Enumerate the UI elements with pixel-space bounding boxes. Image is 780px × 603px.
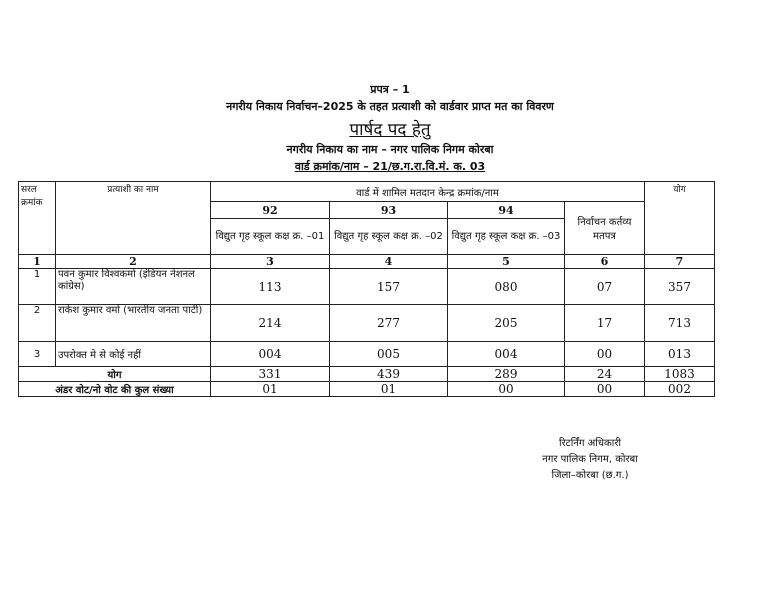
undervote-booth-94: 00 (448, 382, 565, 397)
table-row (19, 342, 715, 367)
document-title: नगरीय निकाय निर्वाचन–2025 के तहत प्रत्याशी को वार्डवार प्राप्त मत का विवरण (226, 100, 554, 113)
undervote-booth-92: 01 (211, 382, 330, 397)
column-number: 4 (330, 255, 448, 269)
row-serial: 3 (19, 342, 56, 367)
booth-name: विद्युत गृह स्कूल कक्ष क्र. –01 (211, 219, 330, 255)
total-booth-93: 439 (330, 367, 448, 382)
votes-booth-94: 205 (448, 305, 565, 342)
candidate-header: प्रत्याशी का नाम (56, 182, 211, 255)
votes-postal: 17 (565, 305, 645, 342)
votes-booth-93: 157 (330, 269, 448, 305)
votes-booth-93: 005 (330, 342, 448, 367)
votes-booth-93: 277 (330, 305, 448, 342)
total-booth-92: 331 (211, 367, 330, 382)
votes-postal: 00 (565, 342, 645, 367)
booth-number: 92 (211, 202, 330, 219)
column-number: 3 (211, 255, 330, 269)
votes-total: 713 (645, 305, 715, 342)
postal-header: निर्वाचन कर्तव्य मतपत्र (565, 202, 645, 255)
booths-header: वार्ड में शामिल मतदान केन्द्र क्रमांक/नाम (211, 182, 645, 202)
column-number: 5 (448, 255, 565, 269)
results-table (18, 181, 715, 397)
post-subtitle: पार्षद पद हेतु (349, 120, 431, 140)
votes-booth-94: 080 (448, 269, 565, 305)
table-row (19, 305, 715, 342)
table-row (19, 269, 715, 305)
booth-number: 93 (330, 202, 448, 219)
total-postal: 24 (565, 367, 645, 382)
candidate-name: उपरोक्त मे से कोई नहीं (56, 342, 211, 367)
signature-district: जिला–कोरबा (छ.ग.) (551, 470, 629, 481)
candidate-name: पवन कुमार विश्वकर्मा (इंडियन नेशनल कांग्रेस) (56, 269, 211, 305)
column-number: 6 (565, 255, 645, 269)
column-number: 1 (19, 255, 56, 269)
body-name: नगरीय निकाय का नाम – नगर पालिक निगम कोरबा (286, 143, 494, 156)
total-header: योग (645, 182, 715, 255)
votes-booth-94: 004 (448, 342, 565, 367)
undervote-total: 002 (645, 382, 715, 397)
total-row (19, 367, 715, 382)
candidate-name: राकेश कुमार वर्मा (भारतीय जनता पार्टी) (56, 305, 211, 342)
row-serial: 1 (19, 269, 56, 305)
signature-office: नगर पालिक निगम, कोरबा (542, 454, 638, 465)
total-booth-94: 289 (448, 367, 565, 382)
votes-booth-92: 113 (211, 269, 330, 305)
booth-number: 94 (448, 202, 565, 219)
total-label: योग (19, 367, 211, 382)
signature-title: रिटर्निंग अधिकारी (559, 438, 621, 449)
votes-total: 357 (645, 269, 715, 305)
undervote-postal: 00 (565, 382, 645, 397)
votes-booth-92: 214 (211, 305, 330, 342)
row-serial: 2 (19, 305, 56, 342)
column-number: 7 (645, 255, 715, 269)
booth-name: विद्युत गृह स्कूल कक्ष क्र. –02 (330, 219, 448, 255)
form-number: प्रपत्र – 1 (370, 83, 410, 96)
votes-postal: 07 (565, 269, 645, 305)
serial-header: सरल क्रमांक (19, 182, 56, 255)
ward-name: वार्ड क्रमांक/नाम – 21/छ.ग.रा.वि.मं. क. 03 (294, 160, 486, 173)
undervote-row (19, 382, 715, 397)
undervote-label: अंडर वोट/नो वोट की कुल संख्या (19, 382, 211, 397)
undervote-booth-93: 01 (330, 382, 448, 397)
votes-booth-92: 004 (211, 342, 330, 367)
column-number: 2 (56, 255, 211, 269)
votes-total: 013 (645, 342, 715, 367)
grand-total: 1083 (645, 367, 715, 382)
booth-name: विद्युत गृह स्कूल कक्ष क्र. –03 (448, 219, 565, 255)
